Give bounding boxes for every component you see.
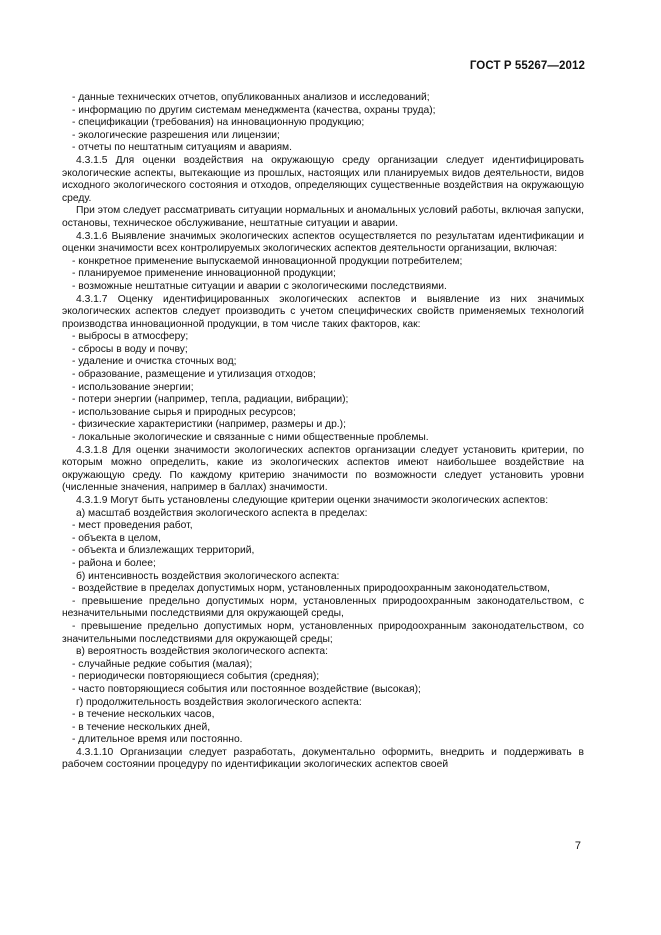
list-item: - физические характеристики (например, размеры и др.); <box>72 419 346 431</box>
paragraph: в) вероятность воздействия экологического аспекта: <box>76 646 328 658</box>
list-item: - случайные редкие события (малая); <box>72 658 253 670</box>
list-item: - удаление и очистка сточных вод; <box>72 356 237 368</box>
paragraph: б) интенсивность воздействия экологического аспекта: <box>76 570 340 582</box>
list-item: - потери энергии (например, тепла, радиации, вибрации); <box>72 394 349 406</box>
paragraph: 4.3.1.7 Оценку идентифицированных экологических аспектов и выявление из них значимых экологических аспектов следует производить с учетом специфических свойств применяемых технологий производства инновационной продукции, в том числе таких факторов, как: <box>62 293 584 330</box>
list-item: - информацию по другим системам менеджмента (качества, охраны труда); <box>72 104 436 116</box>
paragraph: При этом следует рассматривать ситуации нормальных и аномальных условий работы, включая запуски, остановы, техническое обслуживание, нештатные ситуации и аварии. <box>62 205 584 229</box>
paragraph: а) масштаб воздействия экологического аспекта в пределах: <box>76 507 368 519</box>
list-item: - использование энергии; <box>72 381 194 393</box>
list-item: - периодически повторяющиеся события (средняя); <box>72 671 320 683</box>
list-item: - объекта в целом, <box>72 532 161 544</box>
list-item: - превышение предельно допустимых норм, установленных природоохранным законодательством, со значительными последствиями для окружающей среды; <box>62 620 584 645</box>
list-item: - часто повторяющиеся события или постоянное воздействие (высокая); <box>72 683 421 695</box>
list-item: - в течение нескольких часов, <box>72 709 215 721</box>
list-item: - конкретное применение выпускаемой инновационной продукции потребителем; <box>72 255 463 267</box>
list-item: - объекта и близлежащих территорий, <box>72 545 255 557</box>
list-item: - длительное время или постоянно. <box>72 734 243 746</box>
list-item: - возможные нештатные ситуации и аварии с экологическими последствиями. <box>72 280 447 292</box>
list-item: - в течение нескольких дней, <box>72 721 211 733</box>
standard-header: ГОСТ Р 55267—2012 <box>469 60 585 72</box>
list-item: - образование, размещение и утилизация отходов; <box>72 369 316 381</box>
paragraph: г) продолжительность воздействия экологического аспекта: <box>76 696 362 708</box>
list-item: - использование сырья и природных ресурсов; <box>72 406 296 418</box>
list-item: - спецификации (требования) на инновационную продукцию; <box>72 117 365 129</box>
list-item: - отчеты по нештатным ситуациям и авариям. <box>72 142 292 154</box>
page-number: 7 <box>574 840 581 852</box>
paragraph: 4.3.1.5 Для оценки воздействия на окружающую среду организации следует идентифицировать экологические аспекты, вытекающие из прошлых, настоящих или планируемых видов деятельности, видов исходного экологического состояния и отходов, определяющих существенные воздействия на окружающую среду. <box>62 154 584 204</box>
list-item: - экологические разрешения или лицензии; <box>72 129 280 141</box>
paragraph: 4.3.1.6 Выявление значимых экологических аспектов осуществляется по результатам идентификации и оценки значимости всех контролируемых экологических аспектов деятельности организации, включая: <box>62 230 584 255</box>
paragraph: 4.3.1.10 Организации следует разработать, документально оформить, внедрить и поддерживать в рабочем состоянии процедуру по идентификации экологических аспектов своей <box>62 746 584 771</box>
list-item: - локальные экологические и связанные с ними общественные проблемы. <box>72 432 429 444</box>
list-item: - планируемое применение инновационной продукции; <box>72 268 336 280</box>
list-item: - сбросы в воду и почву; <box>72 343 188 355</box>
paragraph: 4.3.1.8 Для оценки значимости экологических аспектов организации следует установить критерии, по которым можно определить, какие из экологических аспектов имеют наибольшее воздействие на окружающую среду. По каждому критерию значимости по возможности следует установить уровни (численные значения, например в баллах) значимости. <box>62 444 584 494</box>
list-item: - выбросы в атмосферу; <box>72 331 189 343</box>
list-item: - мест проведения работ, <box>72 520 193 532</box>
document-body <box>62 92 584 772</box>
list-item: - превышение предельно допустимых норм, установленных природоохранным законодательством, с незначительными последствиями для окружающей среды, <box>62 595 584 620</box>
list-item: - района и более; <box>72 557 156 569</box>
list-item: - данные технических отчетов, опубликованных анализов и исследований; <box>72 92 430 103</box>
list-item: - воздействие в пределах допустимых норм, установленных природоохранным законодательством, <box>72 583 550 595</box>
paragraph: 4.3.1.9 Могут быть установлены следующие критерии оценки значимости экологических аспектов: <box>76 495 549 506</box>
